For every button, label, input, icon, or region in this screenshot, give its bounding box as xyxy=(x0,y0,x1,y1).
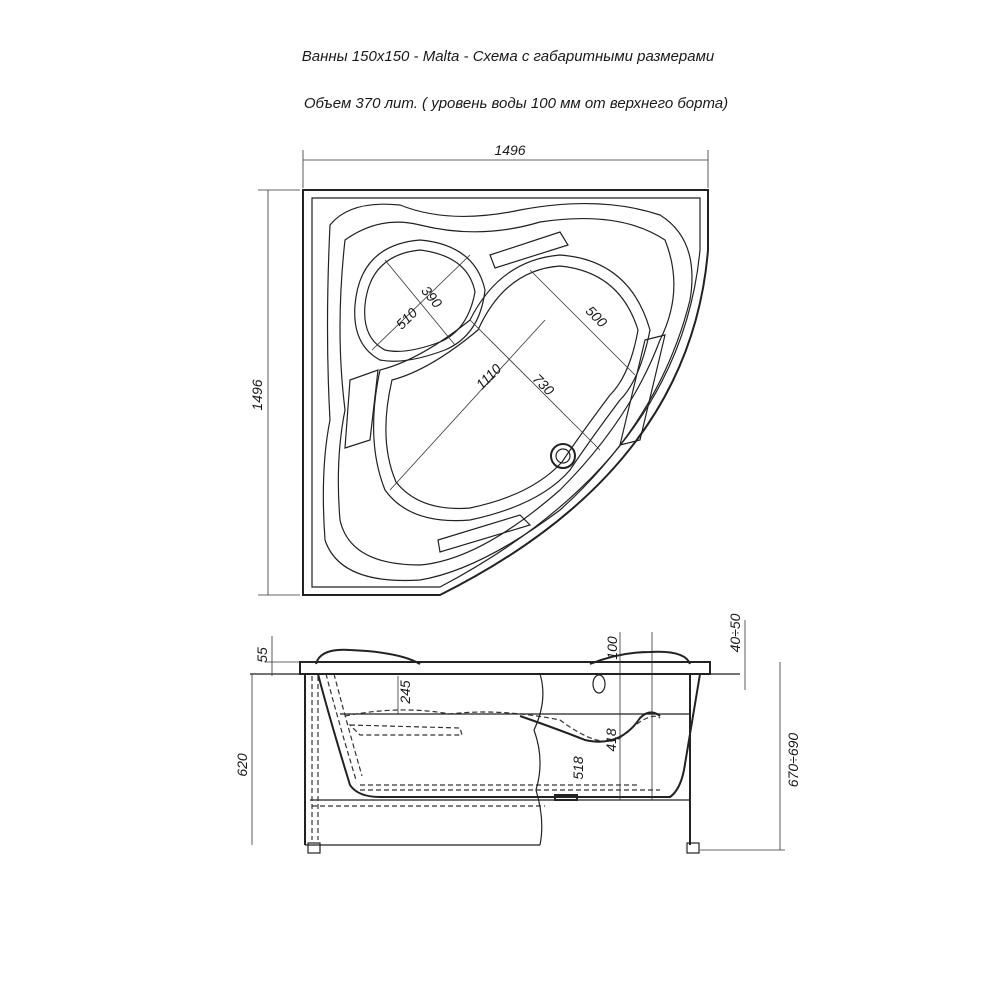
depth-dimension-label: 1496 xyxy=(249,379,265,411)
full-depth-label: 518 xyxy=(570,756,586,780)
basin-diagonal-label: 730 xyxy=(529,370,558,399)
total-height-label: 670÷690 xyxy=(785,732,801,788)
leg-adjust-label: 40÷50 xyxy=(727,613,743,653)
basin-width-label: 500 xyxy=(582,302,611,331)
side-view xyxy=(234,613,801,853)
seat-width-label: 510 xyxy=(392,304,421,333)
headrest-height-label: 55 xyxy=(254,647,270,663)
basin-length-label: 1110 xyxy=(472,360,505,393)
drawing-subtitle: Объем 370 лит. ( уровень воды 100 мм от верхнего борта) xyxy=(303,95,729,112)
drawing-title: Ванны 150x150 - Malta - Схема с габаритными размерами xyxy=(301,48,715,65)
top-view xyxy=(249,142,708,595)
frame-height-label: 620 xyxy=(234,753,250,777)
water-level-label: 100 xyxy=(604,636,620,660)
seat-diagonal-label: 390 xyxy=(418,282,446,311)
width-dimension-label: 1496 xyxy=(494,142,526,158)
seat-depth-label: 245 xyxy=(397,680,413,704)
inner-depth-label: 418 xyxy=(603,728,619,752)
